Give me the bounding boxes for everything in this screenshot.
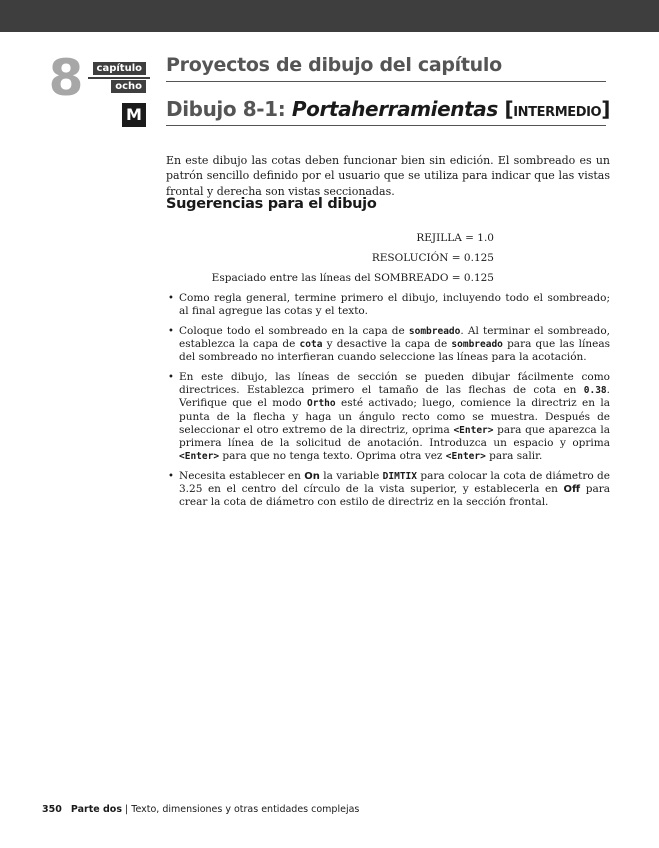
- tips-list: [166, 292, 610, 516]
- key-name: <Enter>: [179, 451, 220, 463]
- bullet-text: Como regla general, termine primero el dibujo, incluyendo todo el sombreado; al final agregue las cotas y el texto.: [179, 292, 610, 318]
- bullet-text: Necesita establecer en: [179, 469, 305, 482]
- chapter-number-word: ocho: [111, 80, 146, 93]
- drawing-level: [504, 97, 609, 121]
- setting-value: On: [304, 470, 320, 482]
- intro-paragraph: En este dibujo las cotas deben funcionar bien sin edición. El sombreado es un patrón sencillo definido por el usuario que se utiliza para indicar que las vistas frontal y derecha son vistas seccionadas.: [166, 154, 610, 198]
- footer-subtitle: Texto, dimensiones y otras entidades complejas: [131, 804, 360, 815]
- arrow-size-value: 0.38: [583, 385, 607, 397]
- part-label: Parte dos: [70, 804, 122, 815]
- settings-block: [166, 228, 494, 288]
- level-close-bracket: ]: [601, 97, 610, 121]
- level-badge: M: [122, 103, 146, 127]
- bullet-icon: •: [168, 470, 174, 482]
- level-text: INTERMEDIO: [513, 105, 602, 120]
- layer-name: cota: [299, 339, 323, 351]
- footer-separator: |: [125, 804, 129, 815]
- bullet-text: para que aparezca la primera línea de la solicitud de anotación. Introduzca un espacio y oprima: [179, 423, 611, 450]
- mode-name: Ortho: [307, 398, 336, 410]
- chapter-label: [78, 60, 150, 98]
- setting-snap: RESOLUCIÓN = 0.125: [371, 252, 494, 264]
- chapter-badge: [46, 49, 150, 107]
- bullet-text: para colocar la cota de diámetro de 3.25 en el centro del círculo de la vista superior, y establecerla en: [179, 469, 610, 496]
- key-name: <Enter>: [453, 424, 494, 436]
- drawing-title: [166, 97, 610, 121]
- page-number: 350: [42, 804, 62, 815]
- bullet-text: . Al terminar el sombreado, establezca la capa de: [179, 324, 610, 351]
- bullet-icon: •: [168, 372, 174, 384]
- bullet-text: y desactive la capa de: [322, 338, 452, 351]
- variable-name: DIMTIX: [382, 470, 417, 482]
- list-item: [166, 325, 610, 365]
- section-title: Proyectos de dibujo del capítulo: [166, 54, 502, 76]
- bullet-text: Coloque todo el sombreado en la capa de: [179, 324, 409, 337]
- key-name: <Enter>: [445, 451, 486, 463]
- bullet-icon: •: [168, 293, 174, 304]
- chapter-number: 8: [48, 49, 84, 107]
- page-footer: [42, 804, 359, 815]
- list-item: [166, 470, 610, 510]
- chapter-word: capítulo: [93, 62, 146, 75]
- level-open-bracket: [: [504, 97, 514, 121]
- setting-hatch-spacing: Espaciado entre las líneas del SOMBREADO = 0.125: [211, 272, 494, 284]
- bullet-text: esté activado; luego, comience la directriz en la punta de la flecha y haga un ángulo recto como se muestra. Después de seleccionar el otro extremo de la directriz, oprima: [179, 397, 610, 436]
- setting-grid: REJILLA = 1.0: [416, 232, 494, 244]
- layer-name: sombreado: [451, 339, 503, 351]
- setting-value: Off: [563, 484, 581, 496]
- bullet-text: para crear la cota de diámetro con estilo de directriz en la sección frontal.: [179, 483, 610, 509]
- chapter-divider: [88, 77, 150, 79]
- bullet-text: para salir.: [485, 450, 543, 463]
- section-rule: [166, 81, 606, 82]
- bullet-text: para que no tenga texto. Oprima otra vez: [219, 450, 446, 463]
- drawing-name: Portaherramientas: [291, 97, 498, 121]
- list-item: [166, 371, 610, 463]
- bullet-text: En este dibujo, las líneas de sección se pueden dibujar fácilmente como directrices. Establezca primero el tamaño de las flechas de cota en: [179, 371, 610, 397]
- top-bar: [0, 0, 659, 32]
- bullet-text: la variable: [319, 469, 383, 482]
- list-item: [166, 292, 610, 318]
- drawing-prefix: Dibujo 8-1:: [166, 97, 292, 121]
- drawing-rule: [166, 125, 606, 126]
- tips-heading: Sugerencias para el dibujo: [166, 196, 377, 212]
- layer-name: sombreado: [408, 325, 461, 337]
- bullet-text: . Verifique que el modo: [179, 384, 610, 410]
- bullet-text: para que las líneas del sombreado no interfieran cuando seleccione las líneas para la acotación.: [179, 338, 610, 364]
- bullet-icon: •: [168, 325, 174, 337]
